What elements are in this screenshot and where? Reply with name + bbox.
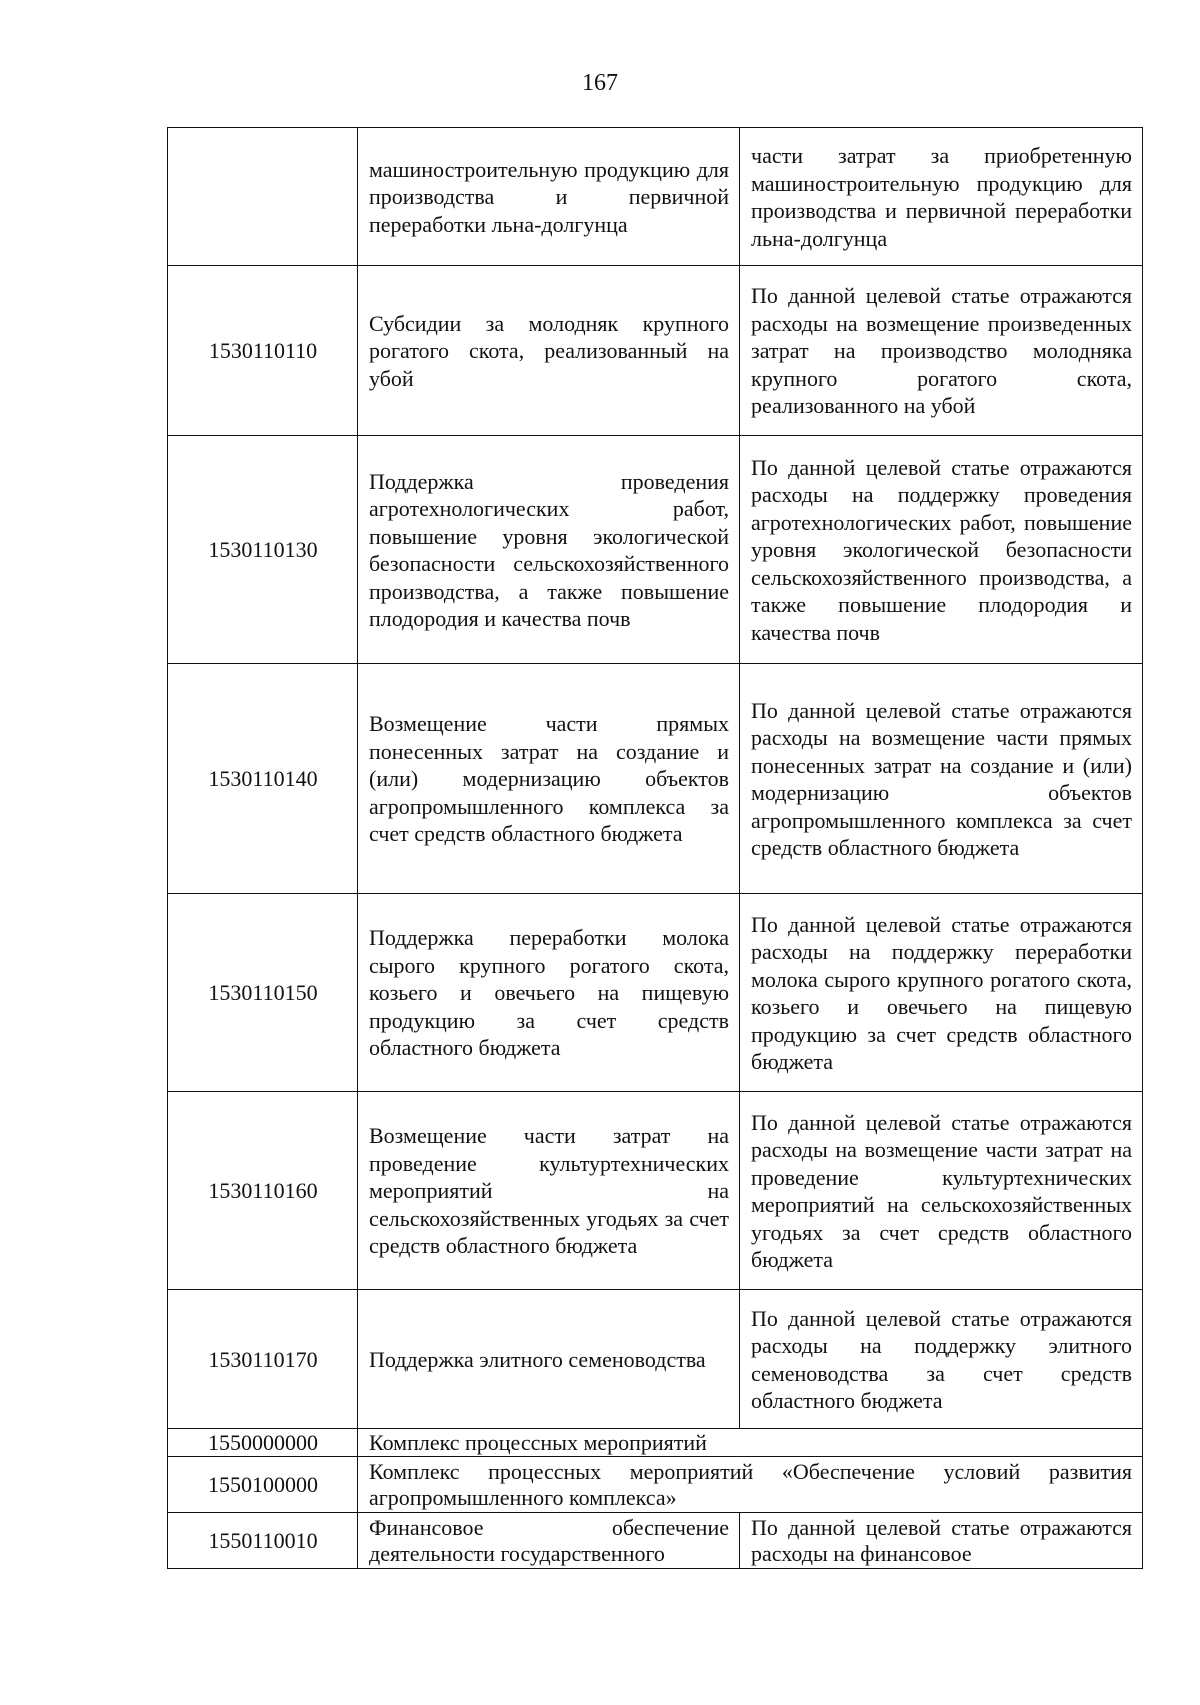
target-code-cell: 1550100000 xyxy=(168,1457,358,1513)
table-row xyxy=(168,894,1143,1092)
target-description-cell: По данной целевой статье отражаются расходы на возмещение части прямых понесенных затрат на создание и (или) модернизацию объектов агропромышленного комплекса за счет средств областного бюджета xyxy=(740,664,1143,894)
table-row xyxy=(168,436,1143,664)
target-name-cell: Возмещение части прямых понесенных затрат на создание и (или) модернизацию объектов агропромышленного комплекса за счет средств областного бюджета xyxy=(358,664,740,894)
target-name-cell: Поддержка переработки молока сырого крупного рогатого скота, козьего и овечьего на пищевую продукцию за счет средств областного бюджета xyxy=(358,894,740,1092)
merged-section-cell: Комплекс процессных мероприятий «Обеспечение условий развития агропромышленного комплекса» xyxy=(358,1457,1143,1513)
page-number: 167 xyxy=(582,70,618,96)
target-name-cell: Возмещение части затрат на проведение культуртехнических мероприятий на сельскохозяйственных угодьях за счет средств областного бюджета xyxy=(358,1092,740,1290)
table-row xyxy=(168,1290,1143,1429)
target-code-cell: 1530110160 xyxy=(168,1092,358,1290)
target-code-cell: 1530110110 xyxy=(168,266,358,436)
target-description-cell: По данной целевой статье отражаются расходы на возмещение части затрат на проведение культуртехнических мероприятий на сельскохозяйственных угодьях за счет средств областного бюджета xyxy=(740,1092,1143,1290)
target-description-cell: По данной целевой статье отражаются расходы на возмещение произведенных затрат на производство молодняка крупного рогатого скота, реализованного на убой xyxy=(740,266,1143,436)
budget-classification-table xyxy=(167,127,1143,1569)
target-code-cell: 1550110010 xyxy=(168,1513,358,1569)
target-name-cell: Финансовое обеспечение деятельности государственного xyxy=(358,1513,740,1569)
table-row xyxy=(168,1457,1143,1513)
target-code-cell: 1530110140 xyxy=(168,664,358,894)
table-row xyxy=(168,266,1143,436)
target-name-cell: машиностроительную продукцию для производства и первичной переработки льна-долгунца xyxy=(358,128,740,266)
target-name-cell: Поддержка проведения агротехнологических работ, повышение уровня экологической безопасности сельскохозяйственного производства, а также повышение плодородия и качества почв xyxy=(358,436,740,664)
target-description-cell: части затрат за приобретенную машиностроительную продукцию для производства и первичной переработки льна-долгунца xyxy=(740,128,1143,266)
target-name-cell: Субсидии за молодняк крупного рогатого скота, реализованный на убой xyxy=(358,266,740,436)
target-description-cell: По данной целевой статье отражаются расходы на поддержку переработки молока сырого крупного рогатого скота, козьего и овечьего на пищевую продукцию за счет средств областного бюджета xyxy=(740,894,1143,1092)
target-code-cell: 1530110150 xyxy=(168,894,358,1092)
target-description-cell: По данной целевой статье отражаются расходы на финансовое xyxy=(740,1513,1143,1569)
table-row xyxy=(168,664,1143,894)
target-code-cell: 1550000000 xyxy=(168,1429,358,1457)
table-row xyxy=(168,128,1143,266)
target-name-cell: Поддержка элитного семеноводства xyxy=(358,1290,740,1429)
table-row xyxy=(168,1092,1143,1290)
target-code-cell: 1530110170 xyxy=(168,1290,358,1429)
target-code-cell xyxy=(168,128,358,266)
target-description-cell: По данной целевой статье отражаются расходы на поддержку проведения агротехнологических работ, повышение уровня экологической безопасности сельскохозяйственного производства, а также повышение плодородия и качества почв xyxy=(740,436,1143,664)
table-row xyxy=(168,1513,1143,1569)
merged-section-cell: Комплекс процессных мероприятий xyxy=(358,1429,1143,1457)
target-description-cell: По данной целевой статье отражаются расходы на поддержку элитного семеноводства за счет средств областного бюджета xyxy=(740,1290,1143,1429)
table-row xyxy=(168,1429,1143,1457)
target-code-cell: 1530110130 xyxy=(168,436,358,664)
